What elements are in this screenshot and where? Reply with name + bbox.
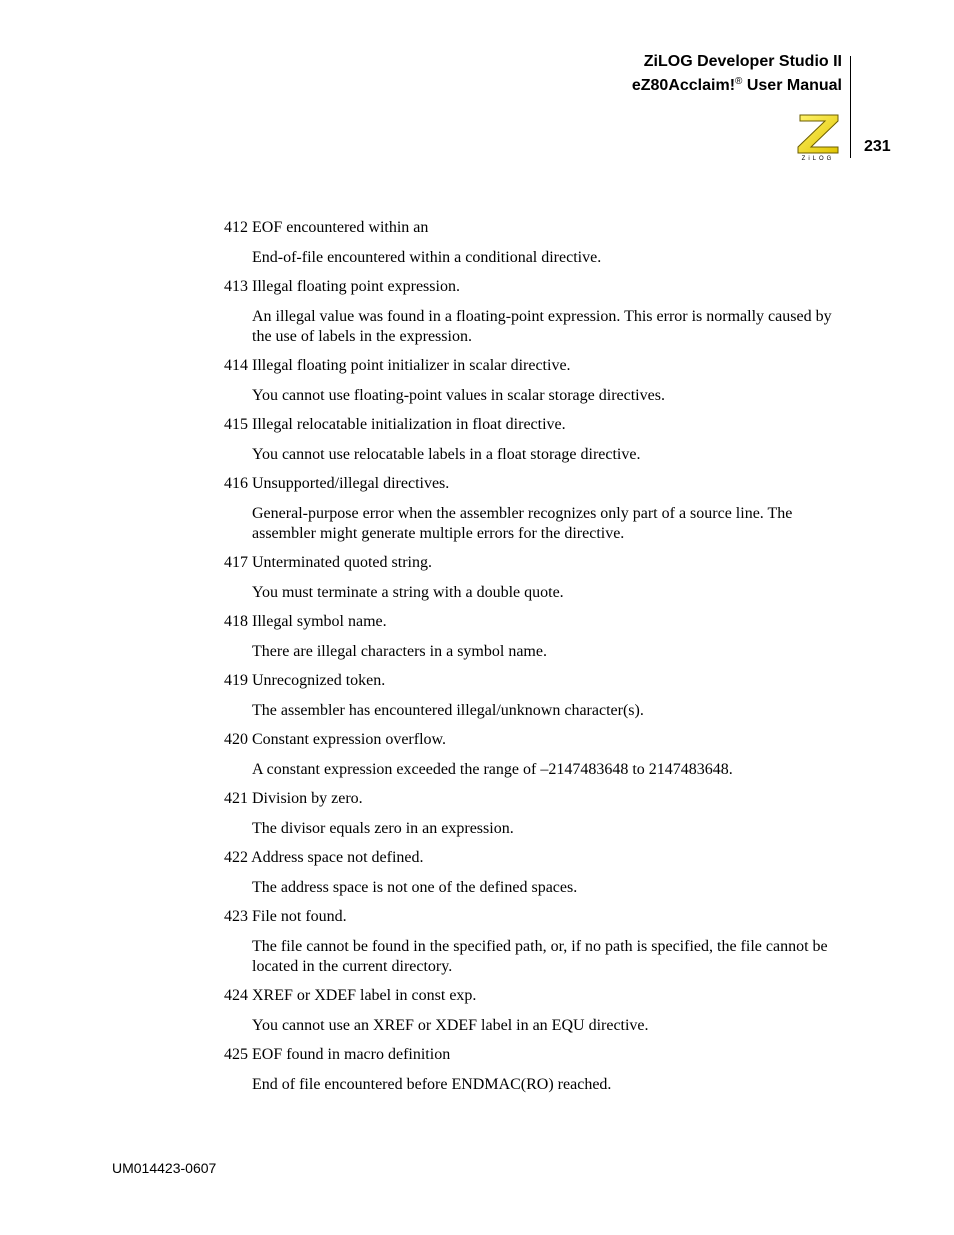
error-code-title: 423 File not found. <box>224 908 347 925</box>
error-code-description: You cannot use floating-point values in scalar storage directives. <box>252 387 665 404</box>
error-code-title: 420 Constant expression overflow. <box>224 731 447 748</box>
error-code-description: An illegal value was found in a floating-point expression. This error is normally caused by the use of labels in the expression. <box>252 308 832 345</box>
error-code-title: 416 Unsupported/illegal directives. <box>224 475 450 492</box>
error-code-description: You must terminate a string with a double quote. <box>252 584 564 601</box>
header-line-2 <box>632 72 842 96</box>
error-message-list <box>224 218 844 1104</box>
error-code-description: The assembler has encountered illegal/unknown character(s). <box>252 702 644 719</box>
header-manual: User Manual <box>742 77 842 94</box>
error-code-title: 412 EOF encountered within an <box>224 219 429 236</box>
zilog-logo-icon <box>794 112 842 162</box>
error-code-title: 419 Unrecognized token. <box>224 672 386 689</box>
error-code-description: The file cannot be found in the specified path, or, if no path is specified, the file cannot be located in the current directory. <box>252 938 828 975</box>
error-code-title: 425 EOF found in macro definition <box>224 1046 451 1063</box>
header-product: eZ80Acclaim! <box>631 77 736 94</box>
error-code-title: 422 Address space not defined. <box>224 849 424 866</box>
document-id: UM014423-0607 <box>112 1160 217 1176</box>
error-code-description: A constant expression exceeded the range of –2147483648 to 2147483648. <box>252 761 733 778</box>
logo-wordmark: ZiLOG <box>801 156 835 162</box>
error-code-description: The divisor equals zero in an expression. <box>252 820 514 837</box>
header-divider <box>850 56 851 158</box>
error-code-title: 415 Illegal relocatable initialization in float directive. <box>224 416 566 433</box>
error-code-title: 418 Illegal symbol name. <box>224 613 387 630</box>
error-code-title: 414 Illegal floating point initializer in scalar directive. <box>224 357 571 374</box>
error-code-description: End-of-file encountered within a conditional directive. <box>252 249 602 266</box>
error-code-description: End of file encountered before ENDMAC(RO) reached. <box>252 1076 612 1093</box>
error-code-title: 424 XREF or XDEF label in const exp. <box>224 987 477 1004</box>
error-code-title: 417 Unterminated quoted string. <box>224 554 432 571</box>
error-code-description: There are illegal characters in a symbol name. <box>252 643 547 660</box>
header-line-1: ZiLOG Developer Studio II <box>643 53 842 70</box>
page-number: 231 <box>864 138 891 155</box>
error-code-description: You cannot use an XREF or XDEF label in an EQU directive. <box>252 1017 649 1034</box>
document-header <box>632 52 842 96</box>
registered-mark: ® <box>735 76 743 87</box>
error-code-description: The address space is not one of the defined spaces. <box>252 879 578 896</box>
error-code-title: 421 Division by zero. <box>224 790 363 807</box>
error-code-title: 413 Illegal floating point expression. <box>224 278 460 295</box>
error-code-description: General-purpose error when the assembler recognizes only part of a source line. The assembler might generate multiple errors for the directive. <box>252 505 793 542</box>
error-code-description: You cannot use relocatable labels in a float storage directive. <box>252 446 641 463</box>
